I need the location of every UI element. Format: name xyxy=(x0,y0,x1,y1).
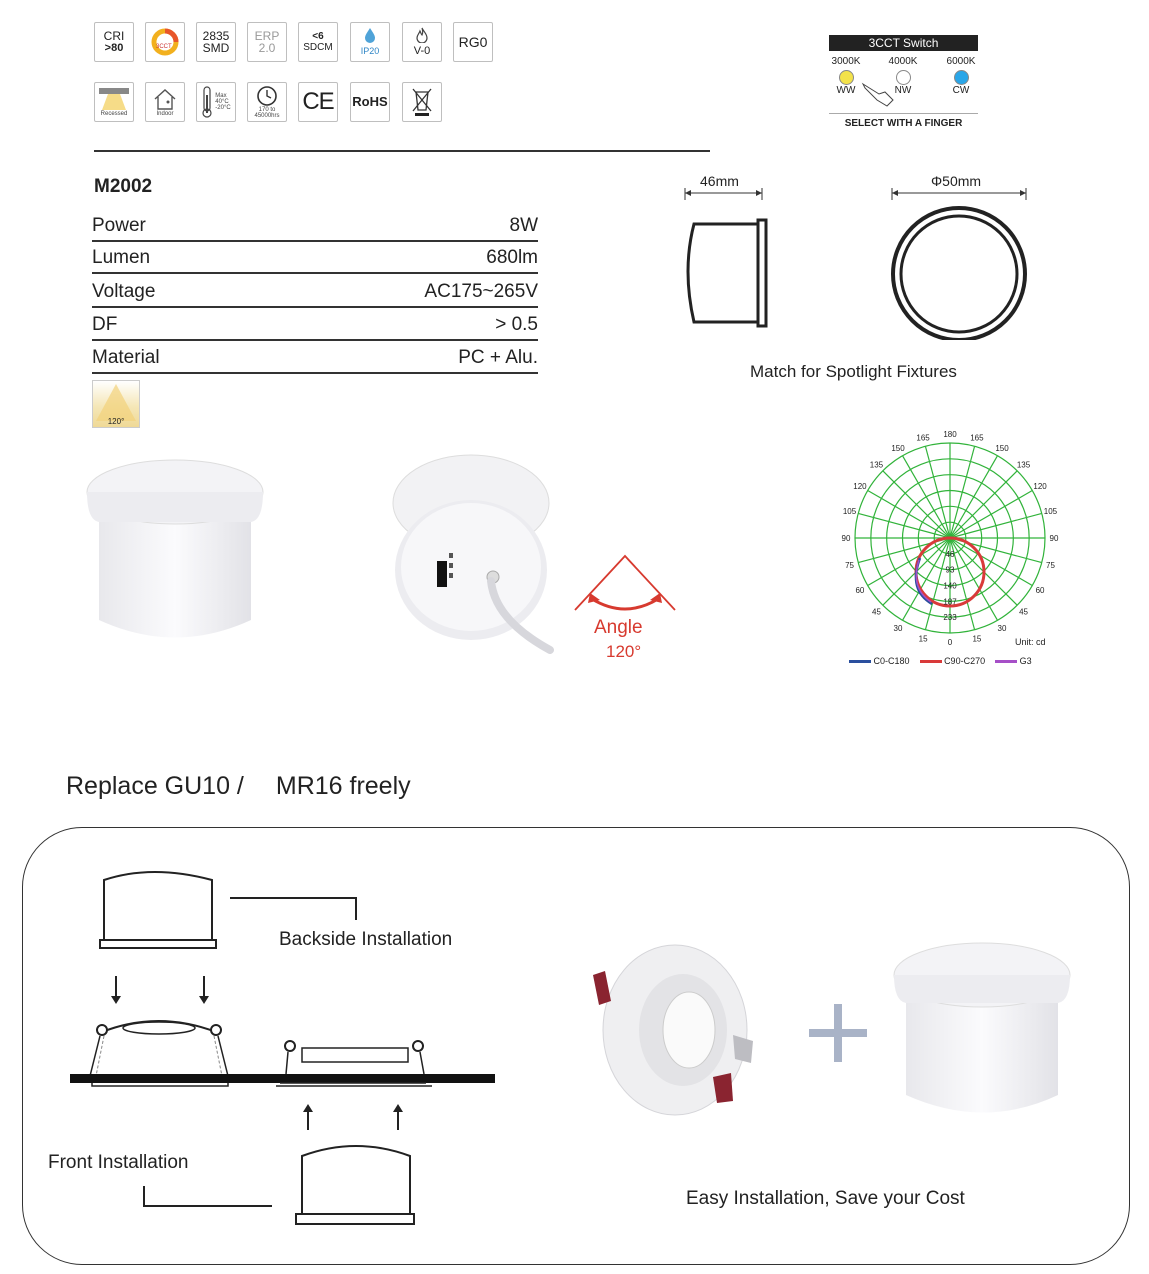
weee-badge xyxy=(402,82,442,122)
indoor-label: Indoor xyxy=(156,111,174,117)
spec-value: > 0.5 xyxy=(495,314,538,335)
legend-c0 xyxy=(849,656,910,666)
legend-g3-label: G3 xyxy=(1019,656,1032,666)
cct-option-ww-k: 3000K xyxy=(831,56,861,67)
legend-c90-label: C90-C270 xyxy=(944,656,986,666)
model-name: M2002 xyxy=(94,176,153,197)
legend-c0-label: C0-C180 xyxy=(873,656,910,666)
dim-depth-label: 46mm xyxy=(700,173,739,189)
dim-diameter-label: Φ50mm xyxy=(931,173,982,189)
polar-angle-label: 45 xyxy=(872,607,881,617)
spec-value: 680lm xyxy=(486,247,538,268)
finger-icon xyxy=(859,78,899,108)
spec-row-lumen xyxy=(92,240,538,274)
temperature-badge xyxy=(196,82,236,122)
plus-icon xyxy=(805,1000,871,1066)
recessed-badge xyxy=(94,82,134,122)
cct-switch-title: 3CCT Switch xyxy=(829,35,978,51)
cct-slide-switch xyxy=(437,561,447,587)
spec-label: DF xyxy=(92,314,118,335)
polar-angle-label: 120 xyxy=(1033,482,1047,491)
legend-g3 xyxy=(995,656,1032,666)
polar-angle-label: 60 xyxy=(855,586,865,595)
angle-value: 120° xyxy=(606,642,642,661)
polar-angle-label: 105 xyxy=(1043,507,1058,517)
polar-angle-label: 150 xyxy=(995,443,1009,453)
life-label: 170 to xyxy=(258,107,276,113)
polar-angle-label: 60 xyxy=(1035,586,1045,595)
cct-option-nw-k: 4000K xyxy=(888,56,918,67)
beam-angle-badge xyxy=(92,380,140,428)
polar-angle-label: 120 xyxy=(853,482,867,491)
spec-label: Power xyxy=(92,215,146,236)
temp-max-label: Max xyxy=(215,93,227,99)
legend-c90 xyxy=(920,656,986,666)
angle-diagram xyxy=(570,553,680,613)
recessed-icon xyxy=(98,87,130,111)
cri-line1: CRI xyxy=(103,29,125,43)
ip-label: IP20 xyxy=(360,46,380,56)
sdcm-badge xyxy=(298,22,338,62)
lifetime-badge xyxy=(247,82,287,122)
product-photo-front xyxy=(85,450,270,650)
polar-angle-label: 15 xyxy=(972,634,982,644)
polar-legend xyxy=(849,656,1032,666)
smd-line1: 2835 xyxy=(202,29,230,43)
life-label2: 45000hrs xyxy=(254,113,280,119)
cct-dot-cw xyxy=(954,70,969,85)
cct-dot-ww xyxy=(839,70,854,85)
side-view-body xyxy=(688,224,758,322)
water-drop-icon xyxy=(363,27,377,43)
polar-angle-label: 75 xyxy=(845,560,854,570)
fixture-photo xyxy=(585,935,765,1120)
spec-label: Material xyxy=(92,347,160,368)
thermometer-icon xyxy=(201,85,213,119)
flame-icon xyxy=(415,27,429,43)
replace-heading xyxy=(66,772,411,801)
smd-line2: SMD xyxy=(202,41,230,55)
recessed-label: Recessed xyxy=(100,111,128,117)
ce-badge xyxy=(298,82,338,122)
cct-badge xyxy=(145,22,185,62)
polar-angle-label: 150 xyxy=(891,443,905,453)
cri-line2: >80 xyxy=(104,42,124,54)
polar-angle-label: 45 xyxy=(1019,607,1028,617)
lamp-photo xyxy=(890,935,1078,1125)
temp-high: 40°C xyxy=(215,99,229,105)
fire-label: V-0 xyxy=(413,45,431,57)
polar-radial-label: 93 xyxy=(945,565,955,575)
rohs-badge xyxy=(350,82,390,122)
spec-row-material xyxy=(92,339,538,374)
temp-low: -20°C xyxy=(215,105,231,111)
crossed-bin-icon xyxy=(409,86,435,118)
polar-angle-label: 15 xyxy=(918,634,928,644)
cct-badge-label: 3CCT xyxy=(156,44,172,50)
installation-diagram xyxy=(40,850,510,1240)
cct-option-cw-k: 6000K xyxy=(946,56,976,67)
erp-line1: ERP xyxy=(254,29,280,43)
polar-radial-label: 233 xyxy=(943,613,957,623)
polar-angle-label: 180 xyxy=(943,430,957,439)
polar-angle-label: 135 xyxy=(1016,460,1031,470)
polar-angle-label: 105 xyxy=(842,507,857,517)
polar-radial-label: 187 xyxy=(943,597,957,607)
polar-unit: Unit: cd xyxy=(1015,637,1046,647)
cct-option-cw-code: CW xyxy=(952,85,970,96)
polar-distribution-chart xyxy=(830,430,1070,670)
beam-badge-label: 120° xyxy=(107,417,125,426)
replace-part1: Replace GU10 / xyxy=(66,772,244,800)
ce-label: CE xyxy=(302,88,334,115)
polar-angle-label: 30 xyxy=(997,624,1007,634)
erp-line2: 2.0 xyxy=(258,41,276,55)
front-installation-label: Front Installation xyxy=(48,1152,189,1173)
polar-angle-label: 90 xyxy=(1049,534,1059,543)
front-view-outer xyxy=(893,208,1025,340)
easy-installation-caption: Easy Installation, Save your Cost xyxy=(686,1188,965,1209)
sdcm-line2: SDCM xyxy=(303,42,333,53)
backside-installation-label: Backside Installation xyxy=(279,929,453,950)
polar-angle-label: 165 xyxy=(916,433,930,443)
spec-row-voltage xyxy=(92,272,538,308)
polar-angle-label: 165 xyxy=(970,433,984,443)
polar-angle-label: 75 xyxy=(1046,560,1055,570)
spec-value: AC175~265V xyxy=(424,281,538,302)
cct-option-ww-code: WW xyxy=(836,85,856,96)
clock-icon xyxy=(256,85,278,107)
spec-label: Lumen xyxy=(92,247,151,268)
smd-badge xyxy=(196,22,236,62)
polar-radial-label: 46 xyxy=(945,549,955,559)
side-view-flange xyxy=(758,220,766,326)
polar-angle-label: 135 xyxy=(869,460,884,470)
spec-row-df xyxy=(92,306,538,341)
spec-label: Voltage xyxy=(92,281,156,302)
indoor-badge xyxy=(145,82,185,122)
rg-badge xyxy=(453,22,493,62)
rg-label: RG0 xyxy=(458,34,488,50)
rohs-label: RoHS xyxy=(352,94,388,109)
product-photo-back xyxy=(385,445,555,660)
cct-switch-panel xyxy=(829,56,978,106)
polar-angle-label: 0 xyxy=(947,638,953,647)
sdcm-line1: <6 xyxy=(312,31,324,42)
spec-value: 8W xyxy=(509,215,538,236)
front-view-inner xyxy=(901,216,1017,332)
house-icon xyxy=(152,87,178,111)
angle-label: Angle xyxy=(594,617,643,638)
polar-angle-label: 90 xyxy=(841,534,851,543)
spec-value: PC + Alu. xyxy=(458,347,538,368)
header-divider xyxy=(94,150,710,152)
ip-badge xyxy=(350,22,390,62)
spotlight-caption: Match for Spotlight Fixtures xyxy=(750,362,957,381)
polar-radial-label: 140 xyxy=(943,581,957,591)
replace-part2: MR16 freely xyxy=(275,772,411,800)
cct-option-nw-code: NW xyxy=(894,85,912,96)
erp-badge xyxy=(247,22,287,62)
polar-angle-label: 30 xyxy=(893,624,903,634)
cri-badge xyxy=(94,22,134,62)
dimension-drawings xyxy=(680,170,1040,340)
fire-badge xyxy=(402,22,442,62)
cct-switch-hint: SELECT WITH A FINGER xyxy=(844,118,963,129)
spec-row-power xyxy=(92,208,538,242)
